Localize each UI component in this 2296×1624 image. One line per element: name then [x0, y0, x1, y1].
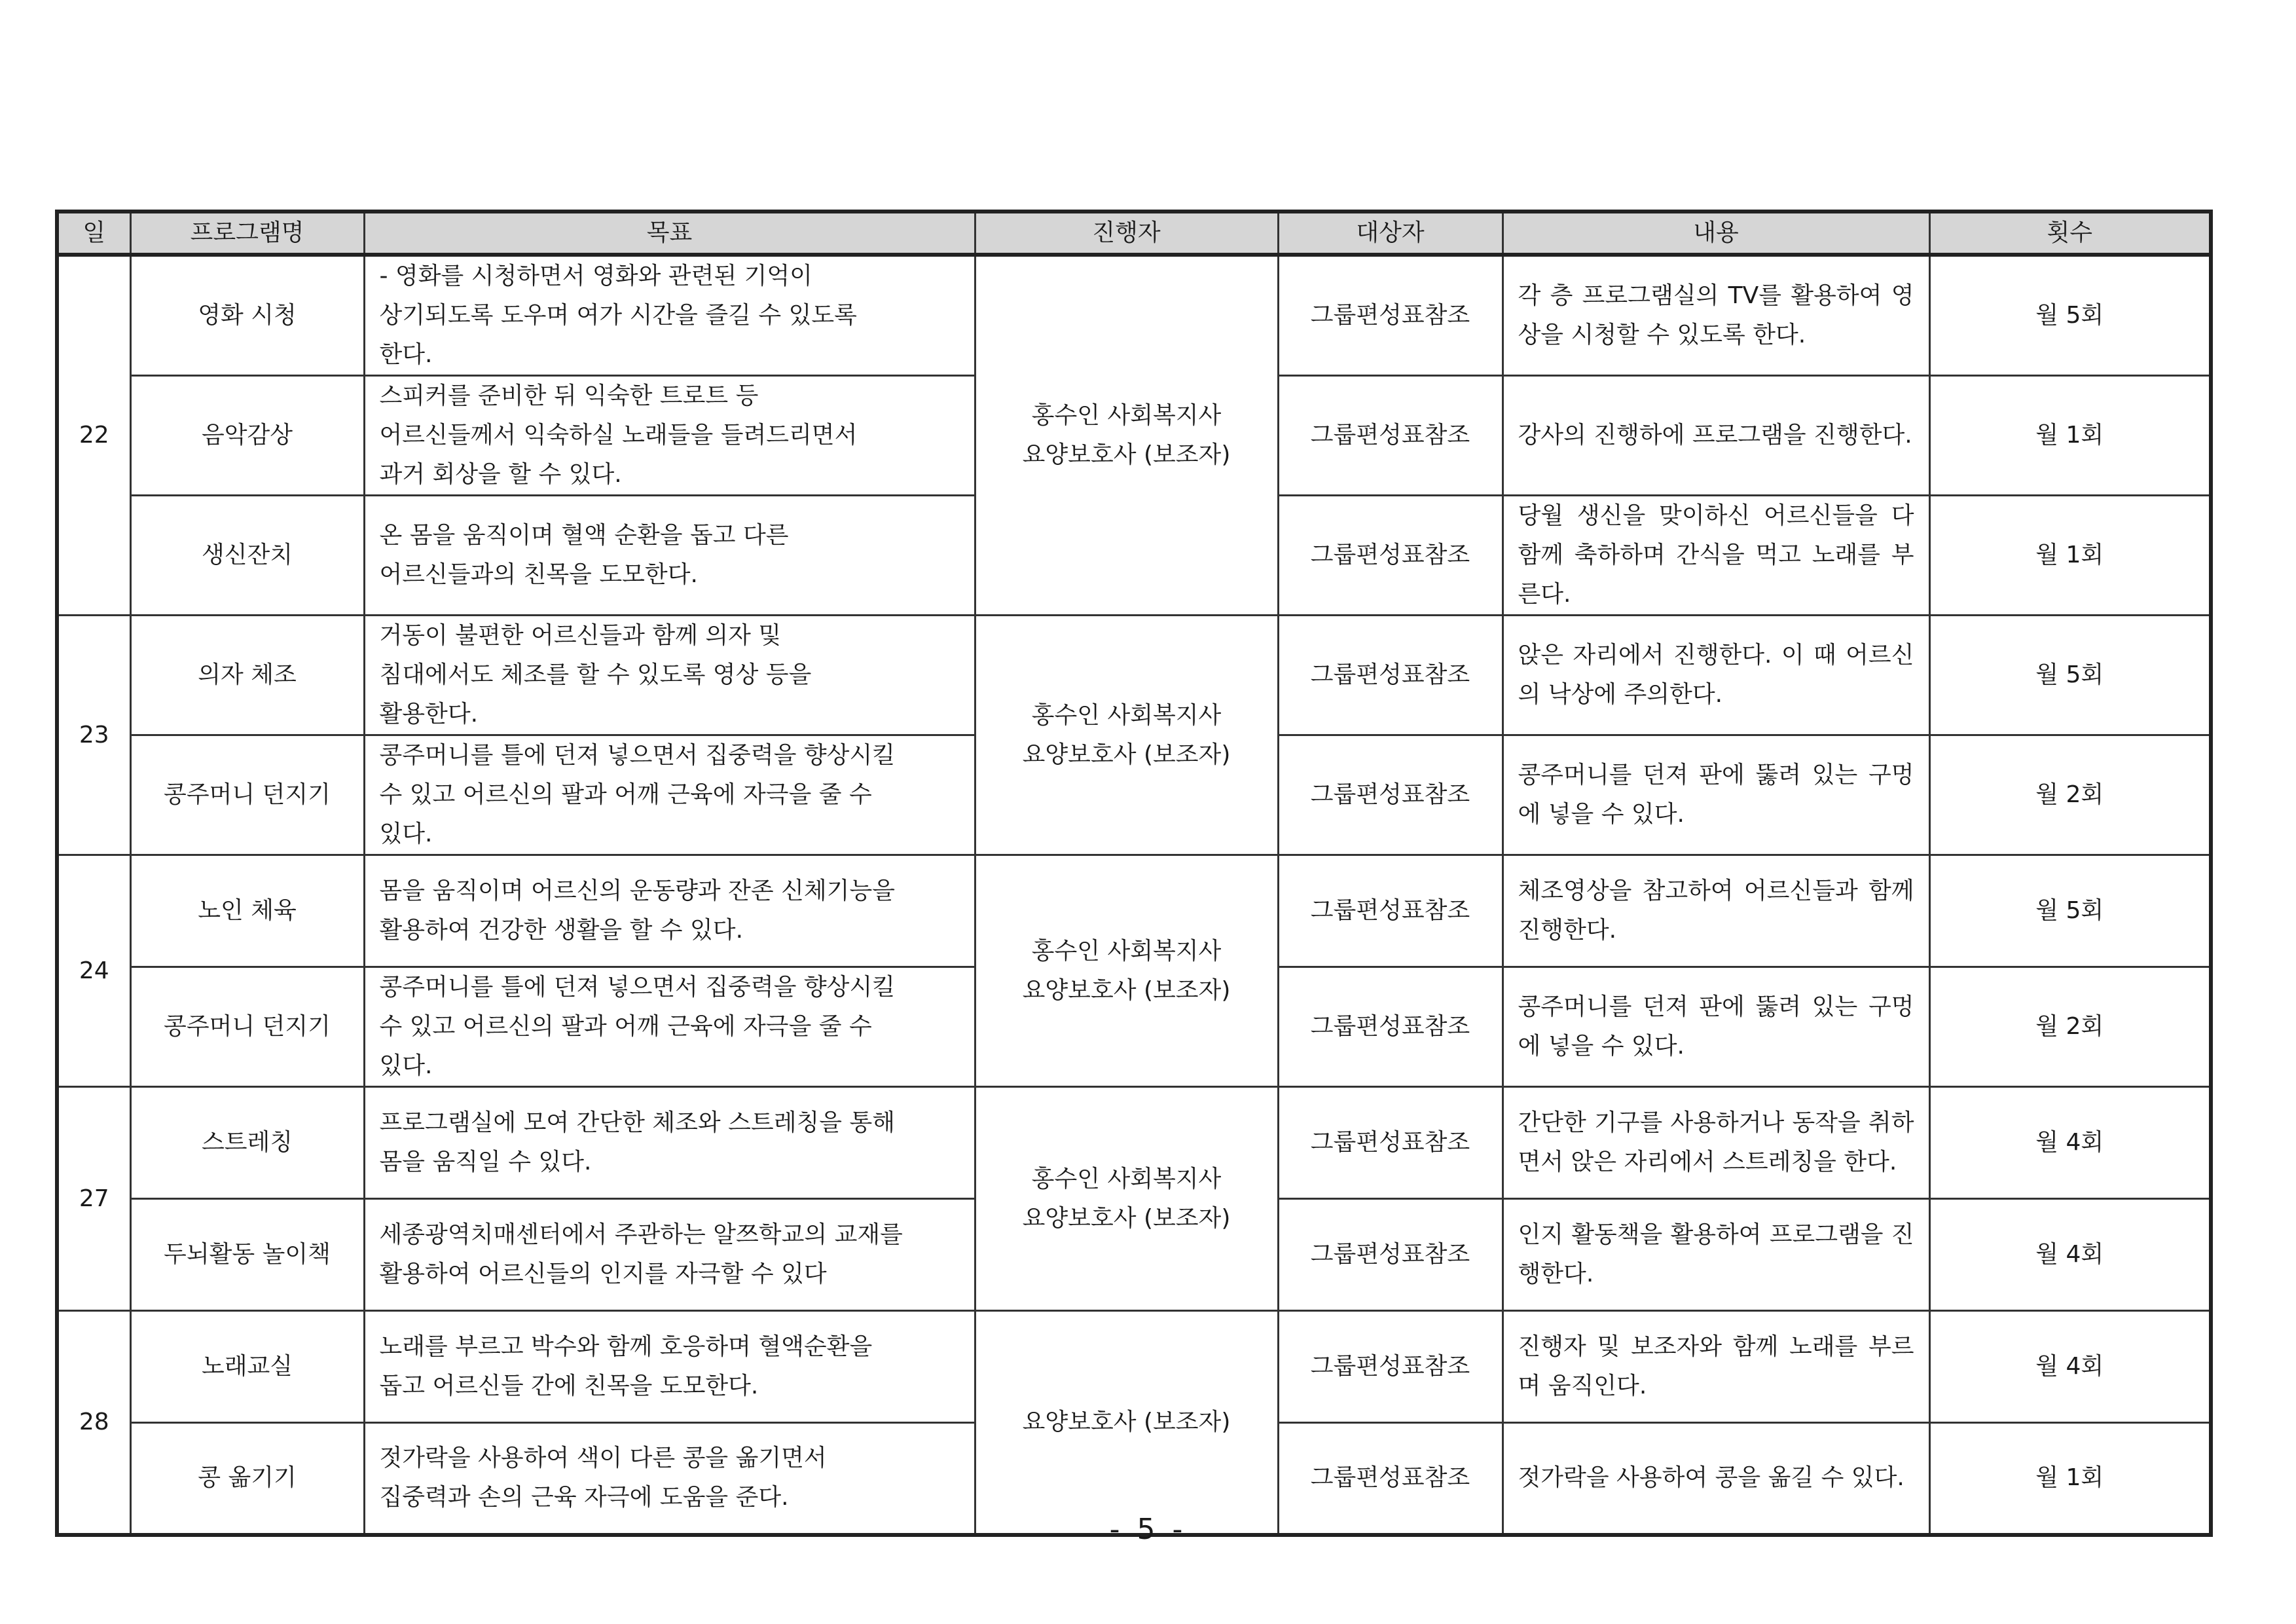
header-day: 일 [57, 212, 130, 255]
target-cell: 그룹편성표참조 [1278, 255, 1503, 376]
leader-name: 요양보호사 (보조자) [1022, 441, 1231, 468]
goal-cell: 스피커를 준비한 뒤 익숙한 트로트 등 어르신들께서 익숙하실 노래들을 들려드리면서 과거 회상을 할 수 있다. [364, 376, 975, 496]
goal-cell: 노래를 부르고 박수와 함께 호응하며 혈액순환을 돕고 어르신들 간에 친목을 도모한다. [364, 1311, 975, 1423]
program-name-cell: 의자 체조 [130, 616, 364, 735]
target-cell: 그룹편성표참조 [1278, 967, 1503, 1087]
count-cell: 월 5회 [1929, 616, 2211, 735]
day-cell: 27 [57, 1087, 130, 1311]
program-name-cell: 콩 옮기기 [130, 1423, 364, 1535]
header-row [57, 212, 2211, 255]
target-cell: 그룹편성표참조 [1278, 1199, 1503, 1311]
leader-name: 홍수인 사회복지사 [1031, 1165, 1222, 1192]
content-cell: 콩주머니를 던져 판에 뚫려 있는 구멍에 넣을 수 있다. [1503, 967, 1929, 1087]
content-cell: 각 층 프로그램실의 TV를 활용하여 영상을 시청할 수 있도록 한다. [1503, 255, 1929, 376]
program-name-cell: 스트레칭 [130, 1087, 364, 1199]
header-leader: 진행자 [975, 212, 1278, 255]
day-cell: 28 [57, 1311, 130, 1535]
leader-name: 요양보호사 (보조자) [1022, 741, 1231, 768]
content-cell: 체조영상을 참고하여 어르신들과 함께 진행한다. [1503, 855, 1929, 967]
content-cell: 콩주머니를 던져 판에 뚫려 있는 구멍에 넣을 수 있다. [1503, 735, 1929, 855]
program-name-cell: 콩주머니 던지기 [130, 967, 364, 1087]
program-schedule-table [55, 210, 2213, 1537]
target-cell: 그룹편성표참조 [1278, 855, 1503, 967]
content-cell: 젓가락을 사용하여 콩을 옮길 수 있다. [1503, 1423, 1929, 1535]
leader-cell [975, 255, 1278, 616]
target-cell: 그룹편성표참조 [1278, 1311, 1503, 1423]
leader-cell [975, 1087, 1278, 1311]
schedule-body [57, 255, 2211, 1535]
leader-cell [975, 616, 1278, 855]
target-cell: 그룹편성표참조 [1278, 1423, 1503, 1535]
goal-cell: 콩주머니를 틀에 던져 넣으면서 집중력을 향상시킬 수 있고 어르신의 팔과 어깨 근육에 자극을 줄 수 있다. [364, 735, 975, 855]
content-cell: 진행자 및 보조자와 함께 노래를 부르며 움직인다. [1503, 1311, 1929, 1423]
table-row [57, 255, 2211, 376]
goal-cell: 세종광역치매센터에서 주관하는 알쯔학교의 교재를 활용하여 어르신들의 인지를 자극할 수 있다 [364, 1199, 975, 1311]
header-target: 대상자 [1278, 212, 1503, 255]
goal-cell: 젓가락을 사용하여 색이 다른 콩을 옮기면서 집중력과 손의 근육 자극에 도움을 준다. [364, 1423, 975, 1535]
goal-cell: - 영화를 시청하면서 영화와 관련된 기억이 상기되도록 도우며 여가 시간을 즐길 수 있도록 한다. [364, 255, 975, 376]
count-cell: 월 2회 [1929, 967, 2211, 1087]
program-name-cell: 노래교실 [130, 1311, 364, 1423]
target-cell: 그룹편성표참조 [1278, 616, 1503, 735]
count-cell: 월 1회 [1929, 496, 2211, 616]
count-cell: 월 1회 [1929, 1423, 2211, 1535]
count-cell: 월 4회 [1929, 1087, 2211, 1199]
header-content: 내용 [1503, 212, 1929, 255]
goal-cell: 프로그램실에 모여 간단한 체조와 스트레칭을 통해 몸을 움직일 수 있다. [364, 1087, 975, 1199]
count-cell: 월 4회 [1929, 1199, 2211, 1311]
leader-name: 홍수인 사회복지사 [1031, 402, 1222, 429]
header-goal: 목표 [364, 212, 975, 255]
count-cell: 월 5회 [1929, 255, 2211, 376]
table-row [57, 855, 2211, 967]
leader-name: 요양보호사 (보조자) [1022, 1408, 1231, 1435]
program-name-cell: 두뇌활동 놀이책 [130, 1199, 364, 1311]
program-name-cell: 영화 시청 [130, 255, 364, 376]
target-cell: 그룹편성표참조 [1278, 1087, 1503, 1199]
content-cell: 간단한 기구를 사용하거나 동작을 취하면서 앉은 자리에서 스트레칭을 한다. [1503, 1087, 1929, 1199]
target-cell: 그룹편성표참조 [1278, 735, 1503, 855]
content-cell: 앉은 자리에서 진행한다. 이 때 어르신의 낙상에 주의한다. [1503, 616, 1929, 735]
goal-cell: 거동이 불편한 어르신들과 함께 의자 및 침대에서도 체조를 할 수 있도록 영상 등을 활용한다. [364, 616, 975, 735]
day-cell: 24 [57, 855, 130, 1087]
content-cell: 인지 활동책을 활용하여 프로그램을 진행한다. [1503, 1199, 1929, 1311]
header-count: 횟수 [1929, 212, 2211, 255]
goal-cell: 온 몸을 움직이며 혈액 순환을 돕고 다른 어르신들과의 친목을 도모한다. [364, 496, 975, 616]
leader-name: 홍수인 사회복지사 [1031, 701, 1222, 729]
table-row [57, 1311, 2211, 1423]
header-program: 프로그램명 [130, 212, 364, 255]
table-row [57, 1087, 2211, 1199]
count-cell: 월 1회 [1929, 376, 2211, 496]
program-name-cell: 노인 체육 [130, 855, 364, 967]
day-cell: 22 [57, 255, 130, 616]
program-name-cell: 생신잔치 [130, 496, 364, 616]
leader-name: 요양보호사 (보조자) [1022, 976, 1231, 1004]
leader-name: 요양보호사 (보조자) [1022, 1204, 1231, 1232]
count-cell: 월 4회 [1929, 1311, 2211, 1423]
count-cell: 월 5회 [1929, 855, 2211, 967]
target-cell: 그룹편성표참조 [1278, 496, 1503, 616]
program-name-cell: 음악감상 [130, 376, 364, 496]
table-row [57, 616, 2211, 735]
goal-cell: 콩주머니를 틀에 던져 넣으면서 집중력을 향상시킬 수 있고 어르신의 팔과 어깨 근육에 자극을 줄 수 있다. [364, 967, 975, 1087]
target-cell: 그룹편성표참조 [1278, 376, 1503, 496]
program-name-cell: 콩주머니 던지기 [130, 735, 364, 855]
content-cell: 당월 생신을 맞이하신 어르신들을 다 함께 축하하며 간식을 먹고 노래를 부른다. [1503, 496, 1929, 616]
day-cell: 23 [57, 616, 130, 855]
page-number: - 5 - [1109, 1513, 1187, 1546]
leader-name: 홍수인 사회복지사 [1031, 937, 1222, 965]
count-cell: 월 2회 [1929, 735, 2211, 855]
leader-cell [975, 855, 1278, 1087]
content-cell: 강사의 진행하에 프로그램을 진행한다. [1503, 376, 1929, 496]
goal-cell: 몸을 움직이며 어르신의 운동량과 잔존 신체기능을 활용하여 건강한 생활을 할 수 있다. [364, 855, 975, 967]
leader-cell [975, 1311, 1278, 1535]
